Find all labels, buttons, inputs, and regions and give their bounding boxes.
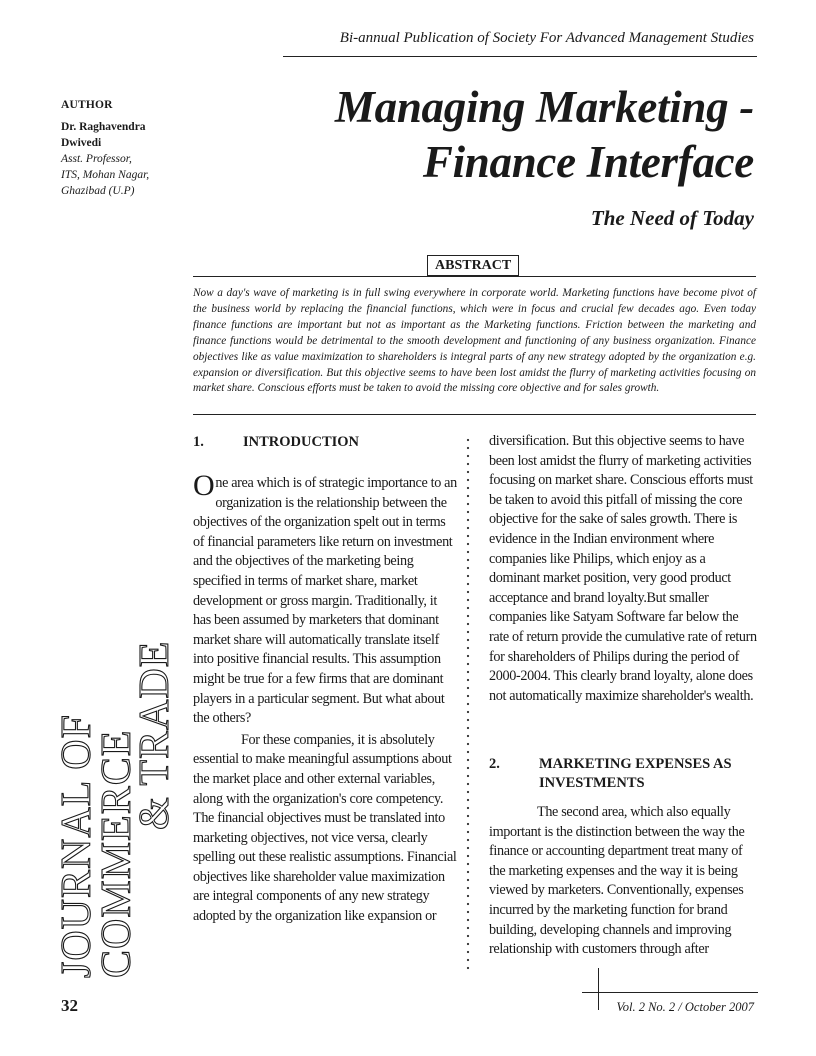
author-affiliation: ITS, Mohan Nagar, <box>61 169 150 181</box>
paragraph: diversification. But this objective seems to have been lost amidst the flurry of marketing activities focusing on market share. Conscious efforts must be taken to avoid this pitfall of missing the core objective for the sake of sales growth. There is evidence in the Indian environment where companies like Philips, which enjoy as a dominant market position, very good product acceptance and brand loyalty.But smaller companies like Satyam Software far below the rate of return provide the cumulative rate of return for shareholders of Philips during the period of 2000-2004. This clearly brand loyalty, alone does not automatically maximize shareholder's wealth. <box>489 433 757 704</box>
author-name: Dr. Raghavendra <box>61 121 146 133</box>
article-subtitle: The Need of Today <box>590 206 754 230</box>
column-right-lower <box>489 803 757 960</box>
abstract-top-rule <box>193 276 756 277</box>
footer-tick <box>598 968 599 1010</box>
journal-logo-line3: & TRADE <box>132 640 178 830</box>
paragraph: For these companies, it is absolutely essential to make meaningful assumptions about the market place and other external variables, along with the organization's core competency. The financial objectives must be translated into marketing objectives, not vice versa, clearly spelling out these realistic assumptions. Financial objectives like shareholder value maximization are integral components of any new strategy adopted by the organization like expansion or <box>193 731 457 925</box>
page-number: 32 <box>61 996 78 1015</box>
journal-logo-line1: JOURNAL OF <box>54 714 100 978</box>
section-number: 1. <box>193 434 204 450</box>
section-heading <box>193 434 458 451</box>
section-number: 2. <box>489 756 500 772</box>
section-title: INTRODUCTION <box>243 434 360 450</box>
section-heading <box>489 755 757 793</box>
journal-logo-line2: COMMERCE <box>94 729 140 978</box>
abstract-label: ABSTRACT <box>427 255 519 276</box>
author-affiliation: Asst. Professor, <box>61 153 132 165</box>
abstract-bottom-rule <box>193 414 756 415</box>
column-left <box>193 469 458 927</box>
header-rule <box>283 56 757 57</box>
author-label: AUTHOR <box>61 99 113 111</box>
abstract-text: Now a day's wave of marketing is in full swing everywhere in corporate world. Marketing functions have become pivot of the business world by replacing the financial functions, which were in focus and crucial few decades ago. Even today finance functions are important but not as important as the Marketing functions. Friction between the marketing and finance functions would be detrimental to the smooth development and functioning of any business organization. Finance objectives like as value maximization to shareholders is integral parts of any new strategy adopted by the organization e.g. expansion or diversification. But this objective seems to have been lost amidst the flurry of marketing activities focusing on market share. Conscious efforts must be taken to avoid the missing core objective and for sales growth. <box>193 287 756 395</box>
section-title-cont: INVESTMENTS <box>539 775 645 791</box>
drop-cap: O <box>193 469 215 502</box>
paragraph: The second area, which also equally important is the distinction between the way the finance or accounting department treat many of the marketing expenses and the way it is being viewed by marketers. Conventionally, expenses incurred by the marketing function for brand building, developing channels and improving relationship with customers through after <box>489 804 745 958</box>
issue-info: Vol. 2 No. 2 / October 2007 <box>616 1000 754 1014</box>
title-line: Managing Marketing - <box>334 82 754 132</box>
author-block <box>61 97 201 199</box>
author-affiliation: Ghazibad (U.P) <box>61 185 135 197</box>
article-title <box>335 80 754 190</box>
journal-logo <box>50 600 180 980</box>
column-divider <box>466 436 470 974</box>
column-right <box>489 432 757 706</box>
footer-rule <box>582 992 758 993</box>
paragraph: ne area which is of strategic importance to an organization is the relationship between the objectives of the organization spelt out in terms of financial parameters like return on investment and the objectives of the marketing being specified in terms of market share, market development or gross margin. Traditionally, it has been assumed by marketers that dominant market share will automatically translate itself into positive financial results. This assumption might be true for a few firms that are dominant players in a particular segment. But what about the others? <box>193 475 457 727</box>
title-line: Finance Interface <box>422 137 754 187</box>
section-title: MARKETING EXPENSES AS <box>539 756 732 772</box>
running-head: Bi-annual Publication of Society For Advanced Management Studies <box>339 30 754 46</box>
author-name-cont: Dwivedi <box>61 137 102 149</box>
